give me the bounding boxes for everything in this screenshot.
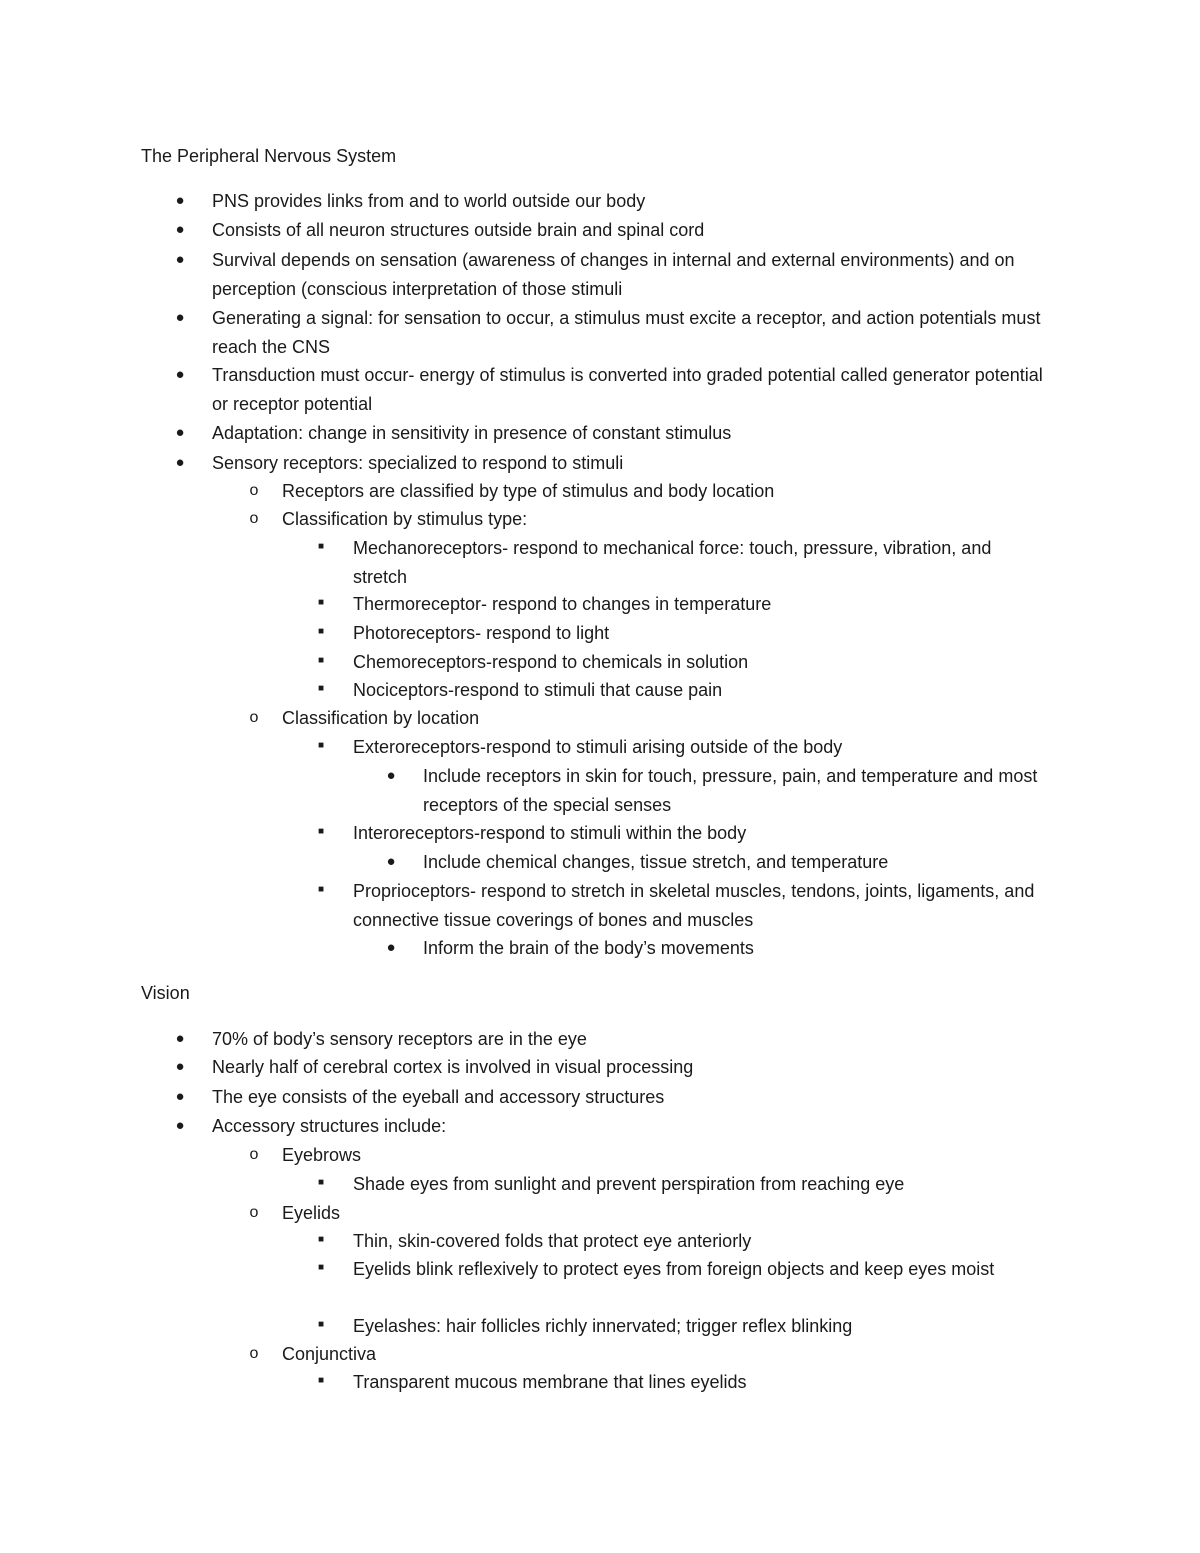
list-item: o Classification by location — [282, 704, 1062, 733]
square-bullet-icon: ■ — [317, 597, 325, 608]
list-item: ● Generating a signal: for sensation to occur, a stimulus must excite a receptor, and action potentials must reach the CNS — [212, 304, 1062, 361]
bullet-icon: ● — [175, 1117, 185, 1134]
bullet-icon: ● — [175, 1030, 185, 1047]
list-item: o Receptors are classified by type of stimulus and body location — [282, 477, 1062, 506]
list-item: ● Sensory receptors: specialized to respond to stimuli — [212, 449, 1062, 478]
list-item: o Classification by stimulus type: — [282, 505, 1062, 534]
list-item: ● Accessory structures include: — [212, 1112, 1062, 1141]
list-item: ● Include receptors in skin for touch, pressure, pain, and temperature and most receptors of the special senses — [423, 762, 1073, 819]
list-item: ● The eye consists of the eyeball and accessory structures — [212, 1083, 1062, 1112]
list-item: ■ Exteroreceptors-respond to stimuli arising outside of the body — [353, 733, 1043, 762]
circle-bullet-icon: o — [249, 482, 259, 499]
list-item: ● Nearly half of cerebral cortex is involved in visual processing — [212, 1053, 1062, 1082]
square-bullet-icon: ■ — [317, 655, 325, 666]
bullet-icon: ● — [175, 1058, 185, 1075]
square-bullet-icon: ■ — [317, 1319, 325, 1330]
square-bullet-icon: ■ — [317, 1262, 325, 1273]
list-item: ■ Nociceptors-respond to stimuli that cause pain — [353, 676, 1043, 705]
bullet-icon: ● — [386, 853, 396, 870]
circle-bullet-icon: o — [249, 709, 259, 726]
bullet-icon: ● — [175, 251, 185, 268]
list-item: ■ Mechanoreceptors- respond to mechanical force: touch, pressure, vibration, and stretch — [353, 534, 1043, 591]
list-item: ● Transduction must occur- energy of stimulus is converted into graded potential called generator potential or receptor potential — [212, 361, 1062, 418]
section-heading-vision: Vision — [141, 983, 190, 1003]
bullet-icon: ● — [175, 1088, 185, 1105]
bullet-icon: ● — [175, 424, 185, 441]
list-item: ■ Shade eyes from sunlight and prevent perspiration from reaching eye — [353, 1170, 1043, 1199]
list-item: ■ Thermoreceptor- respond to changes in temperature — [353, 590, 1043, 619]
list-item: ● Include chemical changes, tissue stretch, and temperature — [423, 848, 1073, 877]
list-item: ● Survival depends on sensation (awareness of changes in internal and external environments) and on perception (conscious interpretation of those stimuli — [212, 246, 1062, 303]
list-item: ■ Transparent mucous membrane that lines eyelids — [353, 1368, 1043, 1397]
section-heading-pns: The Peripheral Nervous System — [141, 146, 397, 166]
list-item: ● PNS provides links from and to world outside our body — [212, 187, 1062, 216]
bullet-icon: ● — [386, 939, 396, 956]
list-item: o Eyebrows — [282, 1141, 1062, 1170]
list-item: ● Inform the brain of the body’s movements — [423, 934, 1073, 963]
list-item: o Conjunctiva — [282, 1340, 1062, 1369]
square-bullet-icon: ■ — [317, 884, 325, 895]
bullet-icon: ● — [386, 767, 396, 784]
square-bullet-icon: ■ — [317, 683, 325, 694]
circle-bullet-icon: o — [249, 1204, 259, 1221]
list-item: ■ Thin, skin-covered folds that protect eye anteriorly — [353, 1227, 1043, 1256]
bullet-icon: ● — [175, 309, 185, 326]
circle-bullet-icon: o — [249, 1146, 259, 1163]
square-bullet-icon: ■ — [317, 1234, 325, 1245]
list-item: ■ Interoreceptors-respond to stimuli within the body — [353, 819, 1043, 848]
list-item: o Eyelids — [282, 1199, 1062, 1228]
bullet-icon: ● — [175, 221, 185, 238]
list-item: ■ Photoreceptors- respond to light — [353, 619, 1043, 648]
list-item: ■ Proprioceptors- respond to stretch in skeletal muscles, tendons, joints, ligaments, and connective tissue coverings of bones and muscles — [353, 877, 1043, 934]
list-item: ● Consists of all neuron structures outside brain and spinal cord — [212, 216, 1062, 245]
square-bullet-icon: ■ — [317, 740, 325, 751]
square-bullet-icon: ■ — [317, 1177, 325, 1188]
list-item: ■ Chemoreceptors-respond to chemicals in solution — [353, 648, 1043, 677]
circle-bullet-icon: o — [249, 510, 259, 527]
list-item: ● 70% of body’s sensory receptors are in the eye — [212, 1025, 1062, 1054]
bullet-icon: ● — [175, 192, 185, 209]
list-item: ■ Eyelashes: hair follicles richly innervated; trigger reflex blinking — [353, 1312, 1043, 1341]
bullet-icon: ● — [175, 366, 185, 383]
bullet-icon: ● — [175, 454, 185, 471]
circle-bullet-icon: o — [249, 1345, 259, 1362]
list-item: ● Adaptation: change in sensitivity in presence of constant stimulus — [212, 419, 1062, 448]
square-bullet-icon: ■ — [317, 826, 325, 837]
square-bullet-icon: ■ — [317, 626, 325, 637]
list-item: ■ Eyelids blink reflexively to protect eyes from foreign objects and keep eyes moist — [353, 1255, 1043, 1284]
square-bullet-icon: ■ — [317, 541, 325, 552]
square-bullet-icon: ■ — [317, 1375, 325, 1386]
